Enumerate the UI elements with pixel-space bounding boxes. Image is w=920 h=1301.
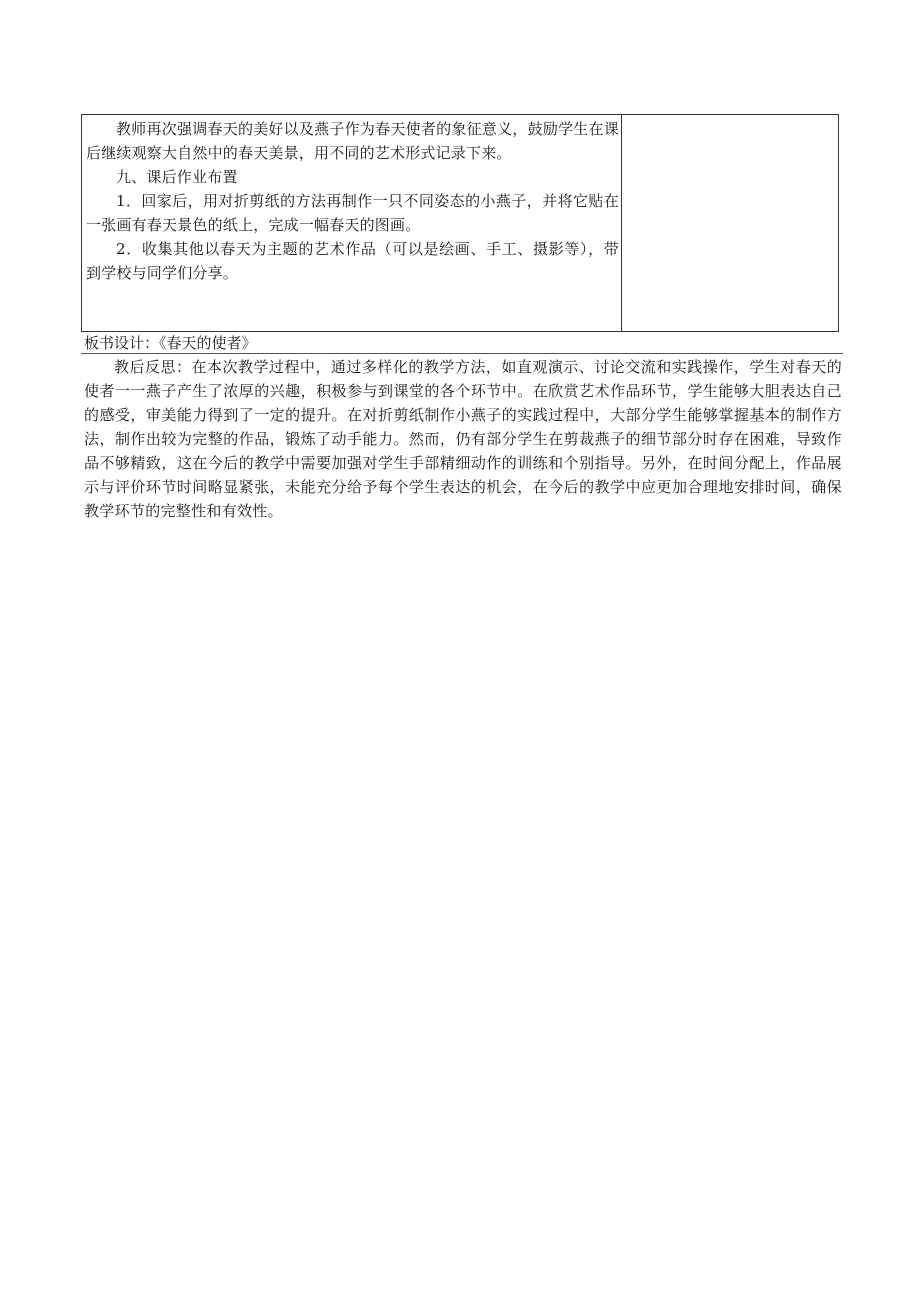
board-design-title: 《春天的使者》 (159, 334, 257, 352)
homework-item-1: 1．回家后，用对折剪纸的方法再制作一只不同姿态的小燕子，并将它贴在一张画有春天景色的纸上，完成一幅春天的图画。 (86, 192, 619, 234)
homework-item-2: 2．收集其他以春天为主题的艺术作品（可以是绘画、手工、摄影等），带到学校与同学们分享。 (86, 240, 619, 282)
summary-paragraph: 教师再次强调春天的美好以及燕子作为春天使者的象征意义，鼓励学生在课后继续观察大自然中的春天美景，用不同的艺术形式记录下来。 (86, 120, 619, 162)
teaching-reflection: 教后反思：在本次教学过程中，通过多样化的教学方法，如直观演示、讨论交流和实践操作，学生对春天的使者一一燕子产生了浓厚的兴趣，积极参与到课堂的各个环节中。在欣赏艺术作品环节，学生能够大胆表达自己的感受，审美能力得到了一定的提升。在对折剪纸制作小燕子的实践过程中，大部分学生能够掌握基本的制作方法，制作出较为完整的作品，锻炼了动手能力。然而，仍有部分学生在剪裁燕子的细节部分时存在困难，导致作品不够精致，这在今后的教学中需要加强对学生手部精细动作的训练和个别指导。另外，在时间分配上，作品展示与评价环节时间略显紧张，未能充分给予每个学生表达的机会，在今后的教学中应更加合理地安排时间，确保教学环节的完整性和有效性。 (84, 358, 842, 520)
divider (81, 353, 843, 354)
board-design-line (84, 332, 844, 354)
lesson-table (81, 114, 839, 332)
board-design-label: 板书设计： (84, 334, 160, 352)
notes-cell (622, 115, 838, 331)
lesson-content-cell (82, 115, 622, 331)
homework-heading: 九、课后作业布置 (116, 168, 238, 186)
